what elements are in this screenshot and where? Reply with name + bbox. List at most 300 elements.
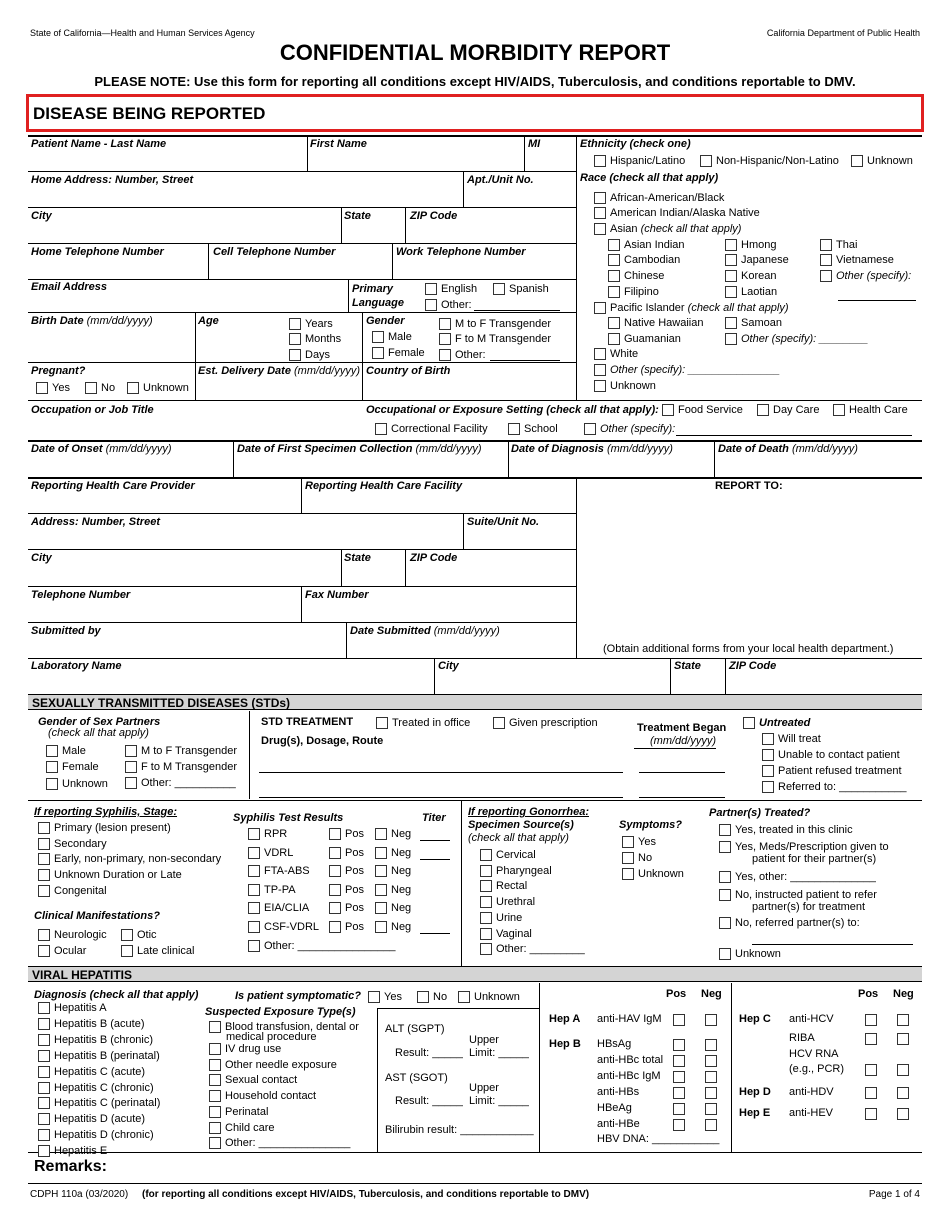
clin-late[interactable]: Late clinical — [121, 945, 194, 957]
pregnant-label: Pregnant? — [31, 365, 86, 377]
checkbox-icon — [38, 838, 50, 850]
checkbox-icon — [762, 733, 774, 745]
hep-sym-yes[interactable]: Yes — [368, 991, 402, 1003]
hcv-pos-checkbox[interactable] — [865, 1014, 877, 1026]
src-5[interactable]: Vaginal — [480, 928, 532, 940]
gender-other[interactable]: Other: — [439, 349, 486, 361]
hepc-label: Hep C — [739, 1013, 771, 1025]
facility-label: Reporting Health Care Facility — [305, 480, 463, 492]
hb-4-pos-checkbox[interactable] — [673, 1103, 685, 1115]
src-6[interactable]: Other: _________ — [480, 943, 585, 955]
first-specimen-label: Date of First Specimen Collection (mm/dd/yyyy) — [237, 443, 482, 455]
alt-label: ALT (SGPT) — [385, 1023, 445, 1035]
hev-pos-checkbox[interactable] — [865, 1108, 877, 1120]
test-5-pos[interactable]: Pos — [329, 921, 364, 933]
checkbox-icon — [480, 849, 492, 861]
hb-0-pos-checkbox[interactable] — [673, 1039, 685, 1051]
hb-2-neg-checkbox[interactable] — [705, 1071, 717, 1083]
clinical-label: Clinical Manifestations? — [34, 910, 160, 922]
checkbox-icon — [622, 852, 634, 864]
hb-3-pos-checkbox[interactable] — [673, 1087, 685, 1099]
checkbox-icon — [608, 286, 620, 298]
mi-label: MI — [528, 138, 541, 150]
test-4-pos[interactable]: Pos — [329, 902, 364, 914]
checkbox-icon — [594, 364, 606, 376]
prov-zip-label: ZIP Code — [410, 552, 458, 564]
src-4[interactable]: Urine — [480, 912, 522, 924]
gender-label: Gender — [366, 315, 405, 327]
remarks-label: Remarks: — [34, 1158, 107, 1175]
checkbox-icon — [38, 1082, 50, 1094]
gsp-unknown[interactable]: Unknown — [46, 778, 108, 790]
checkbox-icon — [594, 223, 606, 235]
checkbox-icon — [329, 865, 341, 877]
checkbox-icon — [608, 254, 620, 266]
exp-2[interactable]: Sexual contact — [209, 1074, 297, 1086]
test-3-neg[interactable]: Neg — [375, 884, 411, 896]
exp-6[interactable]: Other: _______________ — [209, 1137, 350, 1149]
prov-city-label: City — [31, 552, 52, 564]
checkbox-icon — [376, 717, 388, 729]
page-title: CONFIDENTIAL MORBIDITY REPORT — [279, 40, 671, 65]
race-hawaiian[interactable]: Native Hawaiian — [608, 317, 703, 329]
lang-spanish[interactable]: Spanish — [493, 283, 549, 295]
pt-yes-meds[interactable]: Yes, Meds/Prescription given to — [719, 841, 889, 853]
exp-4[interactable]: Perinatal — [209, 1106, 268, 1118]
checkbox-icon — [725, 239, 737, 251]
std-treatment-label: STD TREATMENT — [261, 716, 354, 728]
pt-yes-meds-2: patient for their partner(s) — [752, 853, 877, 865]
hav-neg-checkbox[interactable] — [705, 1014, 717, 1026]
drug-label: Drug(s), Dosage, Route — [261, 735, 384, 747]
checkbox-icon — [820, 254, 832, 266]
date-submitted-label: Date Submitted (mm/dd/yyyy) — [350, 625, 500, 637]
checkbox-icon — [480, 928, 492, 940]
checkbox-icon — [820, 239, 832, 251]
race-chinese[interactable]: Chinese — [608, 270, 664, 282]
checkbox-icon — [125, 777, 137, 789]
hb-5-pos-checkbox[interactable] — [673, 1119, 685, 1131]
race-korean[interactable]: Korean — [725, 270, 776, 282]
age-days[interactable]: Days — [289, 349, 330, 361]
clin-otic[interactable]: Otic — [121, 929, 157, 941]
race-ai[interactable]: American Indian/Alaska Native — [594, 207, 760, 219]
ast-label: AST (SGOT) — [385, 1072, 448, 1084]
hep-diag-0[interactable]: Hepatitis A — [38, 1002, 107, 1014]
checkbox-icon — [725, 270, 737, 282]
neg-header-2: Neg — [893, 988, 914, 1000]
symptomatic-label: Is patient symptomatic? — [235, 990, 361, 1002]
race-asian[interactable]: Asian (check all that apply) — [594, 223, 741, 235]
bilirubin-label: Bilirubin result: ____________ — [385, 1124, 534, 1136]
checkbox-icon — [851, 155, 863, 167]
test-1-neg[interactable]: Neg — [375, 847, 411, 859]
gsp-male[interactable]: Male — [46, 745, 86, 757]
test-5[interactable]: CSF-VDRL — [248, 921, 319, 933]
symp-no[interactable]: No — [622, 852, 652, 864]
lang-other[interactable]: Other: — [425, 299, 472, 311]
hep-sym-unknown[interactable]: Unknown — [458, 991, 520, 1003]
email-label: Email Address — [31, 281, 108, 293]
checkbox-icon — [46, 745, 58, 757]
age-years[interactable]: Years — [289, 318, 333, 330]
eth-unknown[interactable]: Unknown — [851, 155, 913, 167]
std-section-title: SEXUALLY TRANSMITTED DISEASES (STDs) — [28, 694, 922, 710]
ast-result: Result: _____ — [395, 1095, 463, 1107]
race-filipino[interactable]: Filipino — [608, 286, 659, 298]
checkbox-icon — [372, 347, 384, 359]
hdv-neg-checkbox[interactable] — [897, 1087, 909, 1099]
untr-will-treat[interactable]: Will treat — [762, 733, 821, 745]
pt-no-instructed[interactable]: No, instructed patient to refer — [719, 889, 877, 901]
prov-fax-label: Fax Number — [305, 589, 369, 601]
first-name-label: First Name — [310, 138, 367, 150]
lab-state-label: State — [674, 660, 701, 672]
checkbox-icon — [38, 945, 50, 957]
pt-no-referred[interactable]: No, referred partner(s) to: — [719, 917, 860, 929]
hep-sym-no[interactable]: No — [417, 991, 447, 1003]
checkbox-icon — [594, 348, 606, 360]
specimen-label: Specimen Source(s) — [468, 819, 574, 831]
disease-field[interactable] — [26, 94, 924, 132]
race-vietnamese[interactable]: Vietnamese — [820, 254, 894, 266]
checkbox-icon — [125, 761, 137, 773]
alt-limit: Limit: _____ — [469, 1047, 529, 1059]
hbv-dna-label: HBV DNA: ___________ — [597, 1133, 720, 1145]
hep-diag-3[interactable]: Hepatitis B (perinatal) — [38, 1050, 160, 1062]
footer-code: CDPH 110a (03/2020) — [30, 1189, 129, 1200]
race-asian-indian[interactable]: Asian Indian — [608, 239, 685, 251]
age-label: Age — [198, 315, 219, 327]
pt-yes-other[interactable]: Yes, other: ______________ — [719, 871, 876, 883]
test-2-pos[interactable]: Pos — [329, 865, 364, 877]
test-5-neg[interactable]: Neg — [375, 921, 411, 933]
checkbox-icon — [458, 991, 470, 1003]
pt-unknown[interactable]: Unknown — [719, 948, 781, 960]
checkbox-icon — [608, 270, 620, 282]
checkbox-icon — [719, 871, 731, 883]
checkbox-icon — [480, 880, 492, 892]
obtain-forms-note: (Obtain additional forms from your local health department.) — [603, 643, 894, 655]
occ-setting-label: Occupational or Exposure Setting (check all that apply): — [366, 404, 659, 416]
hep-diag-6[interactable]: Hepatitis C (perinatal) — [38, 1097, 160, 1109]
checkbox-icon — [38, 1002, 50, 1014]
race-hmong[interactable]: Hmong — [725, 239, 776, 251]
eth-hispanic[interactable]: Hispanic/Latino — [594, 155, 685, 167]
hcvrna2-neg-checkbox[interactable] — [897, 1064, 909, 1076]
lab-city-label: City — [438, 660, 459, 672]
remarks-field[interactable] — [28, 1152, 922, 1184]
test-1-pos[interactable]: Pos — [329, 847, 364, 859]
checkbox-icon — [493, 717, 505, 729]
race-japanese[interactable]: Japanese — [725, 254, 789, 266]
hep-diag-5[interactable]: Hepatitis C (chronic) — [38, 1082, 154, 1094]
checkbox-icon — [719, 841, 731, 853]
checkbox-icon — [38, 1097, 50, 1109]
age-months[interactable]: Months — [289, 333, 341, 345]
hep-diag-8[interactable]: Hepatitis D (chronic) — [38, 1129, 154, 1141]
race-laotian[interactable]: Laotian — [725, 286, 777, 298]
race-other[interactable]: Other (specify): _______________ — [594, 364, 780, 376]
ethnicity-label: Ethnicity (check one) — [580, 138, 691, 150]
pos-header-1: Pos — [666, 988, 687, 1000]
stage-congenital[interactable]: Congenital — [38, 885, 107, 897]
partner-treated-label: Partner(s) Treated? — [709, 807, 811, 819]
hep-diag-4[interactable]: Hepatitis C (acute) — [38, 1066, 145, 1078]
riba-pos-checkbox[interactable] — [865, 1033, 877, 1045]
checkbox-icon — [121, 945, 133, 957]
untr-unable[interactable]: Unable to contact patient — [762, 749, 900, 761]
hep-section-title: VIRAL HEPATITIS — [28, 966, 922, 982]
checkbox-icon — [480, 943, 492, 955]
gsp-other[interactable]: Other: __________ — [125, 777, 236, 789]
pregnant-yes[interactable]: Yes — [36, 382, 70, 394]
gender-mtf[interactable]: M to F Transgender — [439, 318, 551, 330]
treatment-began-label: Treatment Began — [637, 722, 727, 734]
race-samoan[interactable]: Samoan — [725, 317, 782, 329]
test-0-neg[interactable]: Neg — [375, 828, 411, 840]
checkbox-icon — [372, 331, 384, 343]
checkbox-icon — [725, 254, 737, 266]
gender-ftm[interactable]: F to M Transgender — [439, 333, 551, 345]
riba-neg-checkbox[interactable] — [897, 1033, 909, 1045]
diagnosis-date-label: Date of Diagnosis (mm/dd/yyyy) — [511, 443, 673, 455]
gsp-mtf[interactable]: M to F Transgender — [125, 745, 237, 757]
checkbox-icon — [46, 778, 58, 790]
race-guamanian[interactable]: Guamanian — [608, 333, 681, 345]
checkbox-icon — [375, 847, 387, 859]
provider-label: Reporting Health Care Provider — [31, 480, 195, 492]
pt-yes-clinic[interactable]: Yes, treated in this clinic — [719, 824, 853, 836]
hb-4-neg-checkbox[interactable] — [705, 1103, 717, 1115]
checkbox-icon — [608, 317, 620, 329]
symp-unknown[interactable]: Unknown — [622, 868, 684, 880]
checkbox-icon — [329, 884, 341, 896]
exp-blood-2: medical procedure — [226, 1031, 317, 1043]
checkbox-icon — [622, 868, 634, 880]
gender-female[interactable]: Female — [372, 347, 425, 359]
symp-yes[interactable]: Yes — [622, 836, 656, 848]
checkbox-icon — [725, 317, 737, 329]
untreated[interactable]: Untreated — [743, 717, 810, 729]
stage-early[interactable]: Early, non-primary, non-secondary — [38, 853, 221, 865]
checkbox-icon — [329, 921, 341, 933]
given-rx[interactable]: Given prescription — [493, 717, 598, 729]
lab-zip-label: ZIP Code — [729, 660, 777, 672]
pregnant-no[interactable]: No — [85, 382, 115, 394]
test-4-neg[interactable]: Neg — [375, 902, 411, 914]
race-unknown[interactable]: Unknown — [594, 380, 656, 392]
checkbox-icon — [762, 749, 774, 761]
checkbox-icon — [248, 940, 260, 952]
clin-neurologic[interactable]: Neurologic — [38, 929, 107, 941]
checkbox-icon — [38, 885, 50, 897]
hep-diag-7[interactable]: Hepatitis D (acute) — [38, 1113, 145, 1125]
hb-2-pos-checkbox[interactable] — [673, 1071, 685, 1083]
checkbox-icon — [493, 283, 505, 295]
occ-school[interactable]: School — [508, 423, 558, 435]
untr-refused[interactable]: Patient refused treatment — [762, 765, 902, 777]
occ-correctional[interactable]: Correctional Facility — [375, 423, 488, 435]
hep-diag-2[interactable]: Hepatitis B (chronic) — [38, 1034, 153, 1046]
checkbox-icon — [425, 283, 437, 295]
test-3-pos[interactable]: Pos — [329, 884, 364, 896]
page-note: PLEASE NOTE: Use this form for reporting all conditions except HIV/AIDS, Tuberculosis, and conditions reportable to DMV. — [94, 74, 856, 89]
checkbox-icon — [209, 1106, 221, 1118]
checkbox-icon — [38, 929, 50, 941]
stage-secondary[interactable]: Secondary — [38, 838, 107, 850]
occ-other[interactable]: Other (specify): — [584, 423, 675, 435]
hcv-neg-checkbox[interactable] — [897, 1014, 909, 1026]
untr-referred[interactable]: Referred to: ___________ — [762, 781, 906, 793]
checkbox-icon — [209, 1059, 221, 1071]
hb-5-neg-checkbox[interactable] — [705, 1119, 717, 1131]
hcvrna-label: HCV RNA — [789, 1048, 839, 1060]
test-3[interactable]: TP-PA — [248, 884, 296, 896]
checkbox-icon — [209, 1043, 221, 1055]
home-phone-label: Home Telephone Number — [31, 246, 164, 258]
race-pi[interactable]: Pacific Islander (check all that apply) — [594, 302, 789, 314]
checkbox-icon — [38, 853, 50, 865]
checkbox-icon — [38, 1129, 50, 1141]
checkbox-icon — [508, 423, 520, 435]
prov-state-label: State — [344, 552, 371, 564]
checkbox-icon — [594, 207, 606, 219]
src-1[interactable]: Pharyngeal — [480, 865, 552, 877]
race-white[interactable]: White — [594, 348, 638, 360]
stage-primary[interactable]: Primary (lesion present) — [38, 822, 171, 834]
hep-diag-1[interactable]: Hepatitis B (acute) — [38, 1018, 144, 1030]
hb-2-label: anti-HBc IgM — [597, 1069, 661, 1082]
gender-male[interactable]: Male — [372, 331, 412, 343]
checkbox-icon — [608, 333, 620, 345]
checkbox-icon — [329, 828, 341, 840]
occ-daycare[interactable]: Day Care — [757, 404, 819, 416]
checkbox-icon — [248, 847, 260, 859]
checkbox-icon — [368, 991, 380, 1003]
treated-office[interactable]: Treated in office — [376, 717, 470, 729]
checkbox-icon — [594, 155, 606, 167]
checkbox-icon — [38, 1113, 50, 1125]
checkbox-icon — [209, 1021, 221, 1033]
hb-1-pos-checkbox[interactable] — [673, 1055, 685, 1067]
birth-date-label: Birth Date (mm/dd/yyyy) — [31, 315, 153, 327]
death-date-label: Date of Death (mm/dd/yyyy) — [718, 443, 858, 455]
test-0[interactable]: RPR — [248, 828, 287, 840]
ast-limit: Limit: _____ — [469, 1095, 529, 1107]
src-2[interactable]: Rectal — [480, 880, 527, 892]
test-other[interactable]: Other: ________________ — [248, 940, 396, 952]
race-label: Race (check all that apply) — [580, 172, 719, 184]
hb-5-label: anti-HBe — [597, 1117, 640, 1130]
checkbox-icon — [127, 382, 139, 394]
stage-unknown[interactable]: Unknown Duration or Late — [38, 869, 182, 881]
checkbox-icon — [594, 192, 606, 204]
hdv-label: anti-HDV — [789, 1086, 834, 1098]
checkbox-icon — [622, 836, 634, 848]
exp-blood[interactable]: Blood transfusion, dental or — [209, 1021, 359, 1033]
eth-nonhispanic[interactable]: Non-Hispanic/Non-Latino — [700, 155, 839, 167]
hb-3-neg-checkbox[interactable] — [705, 1087, 717, 1099]
hcvrna2-pos-checkbox[interactable] — [865, 1064, 877, 1076]
pt-no-instructed-2: partner(s) for treatment — [752, 901, 866, 913]
agency-label: State of California—Health and Human Services Agency — [30, 28, 255, 38]
checkbox-icon — [85, 382, 97, 394]
exp-3[interactable]: Household contact — [209, 1090, 316, 1102]
clin-ocular[interactable]: Ocular — [38, 945, 86, 957]
test-2-neg[interactable]: Neg — [375, 865, 411, 877]
occ-healthcare[interactable]: Health Care — [833, 404, 908, 416]
occ-food[interactable]: Food Service — [662, 404, 743, 416]
symptoms-label: Symptoms? — [619, 819, 682, 831]
checkbox-icon — [417, 991, 429, 1003]
gsp-female[interactable]: Female — [46, 761, 99, 773]
hb-1-neg-checkbox[interactable] — [705, 1055, 717, 1067]
exp-0[interactable]: IV drug use — [209, 1043, 281, 1055]
checkbox-icon — [38, 1066, 50, 1078]
apt-label: Apt./Unit No. — [467, 174, 534, 186]
test-0-pos[interactable]: Pos — [329, 828, 364, 840]
src-3[interactable]: Urethral — [480, 896, 535, 908]
checkbox-icon — [375, 884, 387, 896]
race-pi-other[interactable]: Other (specify): ________ — [725, 333, 868, 345]
hep-diag-9[interactable]: Hepatitis E — [38, 1145, 107, 1157]
checkbox-icon — [209, 1074, 221, 1086]
hev-neg-checkbox[interactable] — [897, 1108, 909, 1120]
gsp-ftm[interactable]: F to M Transgender — [125, 761, 237, 773]
checkbox-icon — [584, 423, 596, 435]
checkbox-icon — [248, 865, 260, 877]
hdv-pos-checkbox[interactable] — [865, 1087, 877, 1099]
checkbox-icon — [289, 349, 301, 361]
race-cambodian[interactable]: Cambodian — [608, 254, 680, 266]
zip-label: ZIP Code — [410, 210, 458, 222]
test-1[interactable]: VDRL — [248, 847, 293, 859]
checkbox-icon — [248, 884, 260, 896]
checkbox-icon — [725, 286, 737, 298]
checkbox-icon — [38, 869, 50, 881]
race-thai[interactable]: Thai — [820, 239, 857, 251]
gonorrhea-label: If reporting Gonorrhea: — [468, 806, 589, 818]
checkbox-icon — [121, 929, 133, 941]
checkbox-icon — [439, 349, 451, 361]
test-2[interactable]: FTA-ABS — [248, 865, 310, 877]
checkbox-icon — [289, 333, 301, 345]
src-0[interactable]: Cervical — [480, 849, 536, 861]
hav-pos-checkbox[interactable] — [673, 1014, 685, 1026]
race-asian-other[interactable]: Other (specify): — [820, 270, 911, 282]
syphilis-tests-label: Syphilis Test Results — [233, 812, 344, 824]
pos-header-2: Pos — [858, 988, 879, 1000]
test-4[interactable]: EIA/CLIA — [248, 902, 309, 914]
checkbox-icon — [439, 333, 451, 345]
exp-1[interactable]: Other needle exposure — [209, 1059, 337, 1071]
exp-5[interactable]: Child care — [209, 1122, 275, 1134]
lang-english[interactable]: English — [425, 283, 477, 295]
checkbox-icon — [662, 404, 674, 416]
onset-label: Date of Onset (mm/dd/yyyy) — [31, 443, 172, 455]
hb-0-label: HBsAg — [597, 1038, 632, 1050]
checkbox-icon — [719, 824, 731, 836]
pregnant-unknown[interactable]: Unknown — [127, 382, 189, 394]
cell-phone-label: Cell Telephone Number — [213, 246, 336, 258]
checkbox-icon — [762, 765, 774, 777]
checkbox-icon — [762, 781, 774, 793]
race-aa[interactable]: African-American/Black — [594, 192, 724, 204]
riba-label: RIBA — [789, 1032, 815, 1044]
primary-label: Primary — [352, 283, 393, 295]
hb-0-neg-checkbox[interactable] — [705, 1039, 717, 1051]
